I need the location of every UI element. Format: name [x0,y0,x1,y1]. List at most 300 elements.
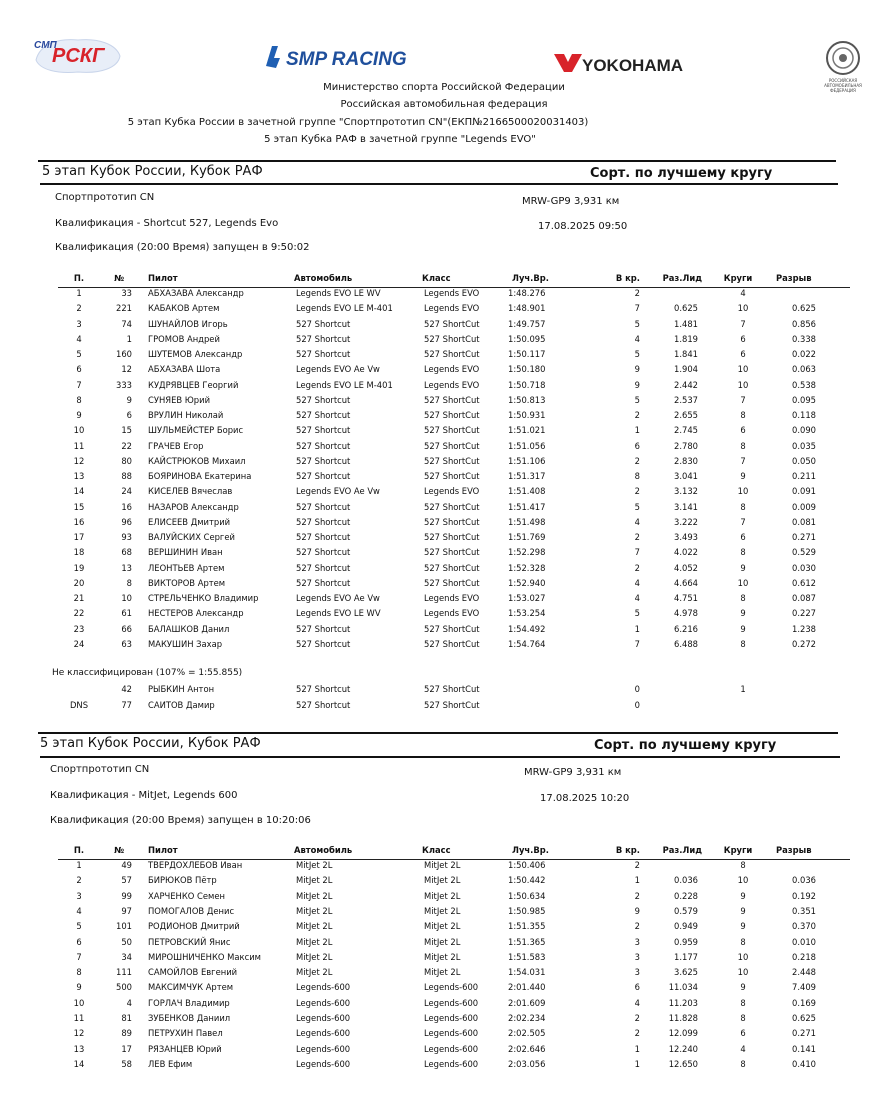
cell-num: 10 [121,593,132,603]
cell-gap: 0.091 [792,486,816,497]
cell-cls: Legends-600 [424,1058,479,1069]
cell-best: 1:50.931 [508,410,546,420]
cell-laps: 8 [740,936,746,947]
cell-car: MitJet 2L [296,890,333,901]
table-row [0,684,888,699]
table-row [0,624,888,639]
rskg-text: РСКГ [52,45,105,67]
cell-laps: 7 [740,516,746,527]
cell-gap-leader: 3.141 [674,501,698,512]
cell-pos: DNS [69,700,89,710]
cell-pos: 15 [73,501,85,512]
table-row [0,578,888,593]
cell-pos: 11 [73,1013,85,1023]
cell-driver: НАЗАРОВ Александр [148,501,239,512]
cell-car: 527 Shortcut [296,425,351,436]
cell-laps: 8 [740,1058,746,1069]
cell-driver: ГРАЧЕВ Егор [148,440,204,451]
cell-gap-leader: 4.022 [674,547,698,558]
cell-laps: 9 [740,982,746,993]
cell-car: 527 Shortcut [296,394,351,405]
cell-car: MitJet 2L [296,905,333,916]
cell-in-lap: 0 [634,684,640,694]
section1-datetime: 17.08.2025 09:50 [538,221,628,232]
cell-num: 81 [121,1013,132,1023]
cell-best: 2:01.609 [508,997,546,1008]
cell-car: MitJet 2L [296,936,333,947]
cell-best: 1:50.180 [508,364,546,375]
section2-category: Спортпрототип CN [50,764,150,775]
cell-cls: Legends EVO [424,608,480,619]
cell-cls: 527 ShortCut [424,700,480,710]
cell-num: 160 [116,349,132,359]
cell-cls: 527 ShortCut [424,501,480,512]
cell-gap-leader: 3.041 [674,471,698,481]
cell-cls: MitJet 2L [424,936,461,947]
cell-laps: 8 [740,593,746,603]
cell-best: 1:50.634 [508,890,546,901]
cell-gap-leader: 1.819 [674,333,698,344]
cell-gap: 0.036 [792,875,816,886]
table-row [0,906,888,921]
cell-cls: Legends-600 [424,1013,479,1023]
cell-gap-leader: 2.442 [674,379,698,390]
cell-num: 77 [121,700,132,710]
cell-in-lap: 7 [634,547,640,558]
cell-car: 527 Shortcut [296,700,351,710]
cell-best: 1:50.442 [508,875,546,886]
cell-num: 66 [121,623,132,634]
cell-pos: 3 [76,890,82,901]
cell-driver: РОДИОНОВ Дмитрий [148,921,240,932]
cell-in-lap: 1 [634,1043,640,1054]
cell-gap-leader: 11.203 [668,997,698,1008]
cell-pos: 10 [73,997,85,1008]
cell-laps: 9 [740,471,746,481]
cell-cls: 527 ShortCut [424,349,480,359]
cell-driver: ЛЕОНТЬЕВ Артем [148,562,225,573]
cell-car: Legends-600 [296,982,351,993]
cell-num: 221 [116,303,132,314]
cell-driver: ТВЕРДОХЛЕБОВ Иван [148,860,243,870]
cell-driver: ГРОМОВ Андрей [148,333,220,344]
cell-laps: 6 [740,1028,746,1039]
smp-racing-logo [262,42,422,72]
cell-best: 1:54.764 [508,638,546,649]
cell-pos: 3 [76,318,82,329]
cell-laps: 9 [740,890,746,901]
cell-driver: САИТОВ Дамир [148,700,215,710]
section2-started: Квалификация (20:00 Время) запущен в 10:20:06 [50,815,311,826]
cell-car: Legends EVO Ae Vw [296,364,380,375]
column-header-best: Луч.Вр. [512,273,549,283]
cell-laps: 6 [740,532,746,542]
cell-driver: ШУЛЬМЕЙСТЕР Борис [148,425,244,436]
cell-gap: 0.625 [792,303,816,314]
cell-in-lap: 5 [634,349,640,359]
cell-laps: 7 [740,455,746,466]
cell-laps: 4 [740,1043,746,1054]
cell-gap: 0.169 [792,997,816,1008]
cell-gap-leader: 2.780 [674,440,698,451]
cell-in-lap: 7 [634,638,640,649]
cell-best: 2:02.505 [508,1028,546,1039]
cell-num: 89 [121,1028,132,1039]
cell-gap: 0.227 [792,608,816,619]
cell-gap: 0.050 [792,455,816,466]
cell-in-lap: 2 [634,532,640,542]
column-header-car: Автомобиль [294,845,353,855]
cell-car: 527 Shortcut [296,638,351,649]
cell-laps: 8 [740,1013,746,1023]
cell-gap-leader: 2.537 [674,394,698,405]
cell-num: 17 [121,1043,132,1054]
cell-driver: БАЛАШКОВ Данил [148,623,230,634]
cell-car: Legends-600 [296,1043,351,1054]
cell-car: Legends EVO LE WV [296,608,381,619]
cell-cls: MitJet 2L [424,905,461,916]
cell-cls: Legends EVO [424,288,480,298]
cell-in-lap: 2 [634,921,640,932]
cell-pos: 9 [76,410,82,420]
cell-in-lap: 6 [634,440,640,451]
cell-cls: 527 ShortCut [424,425,480,436]
cell-num: 74 [121,318,132,329]
cell-driver: ВИКТОРОВ Артем [148,577,226,588]
cell-car: 527 Shortcut [296,349,351,359]
cell-num: 500 [116,982,132,993]
cell-best: 1:51.769 [508,532,546,542]
cell-best: 1:51.417 [508,501,546,512]
smp-text: СМП [34,40,57,51]
cell-gap: 0.338 [792,333,816,344]
cell-best: 1:53.027 [508,593,546,603]
cell-gap-leader: 0.036 [674,875,698,886]
cell-num: 101 [116,921,132,932]
cell-pos: 13 [73,1043,85,1054]
cell-best: 2:02.234 [508,1013,546,1023]
cell-num: 9 [126,394,132,405]
cell-in-lap: 2 [634,890,640,901]
cell-driver: МИРОШНИЧЕНКО Максим [148,951,261,962]
cell-laps: 10 [737,875,749,886]
cell-best: 1:52.940 [508,577,546,588]
cell-pos: 20 [73,577,85,588]
cell-in-lap: 2 [634,288,640,298]
cell-gap: 0.063 [792,364,816,375]
column-header-car: Автомобиль [294,273,353,283]
cell-best: 1:50.095 [508,333,546,344]
table-row [0,608,888,623]
cell-cls: Legends-600 [424,982,479,993]
cell-car: Legends-600 [296,1058,351,1069]
cell-cls: 527 ShortCut [424,440,480,451]
raf-caption: РОССИЙСКАЯ АВТОМОБИЛЬНАЯ ФЕДЕРАЦИЯ [824,78,862,93]
cell-best: 1:50.718 [508,379,546,390]
cell-driver: ГОРЛАЧ Владимир [148,997,230,1008]
section2-top-rule [38,732,838,734]
cell-num: 1 [126,333,132,344]
cell-gap: 0.856 [792,318,816,329]
cell-best: 1:51.365 [508,936,546,947]
table-row [0,998,888,1013]
cell-cls: Legends EVO [424,593,480,603]
cell-num: 34 [121,951,132,962]
cell-num: 12 [121,364,132,375]
cell-num: 58 [121,1058,132,1069]
cell-pos: 2 [76,303,82,314]
cell-pos: 8 [76,967,82,978]
cell-gap: 0.271 [792,1028,816,1039]
cell-gap: 0.095 [792,394,816,405]
cell-gap: 0.271 [792,532,816,542]
cell-gap-leader: 3.222 [674,516,698,527]
cell-car: MitJet 2L [296,951,333,962]
cell-gap-leader: 4.664 [674,577,698,588]
cell-in-lap: 2 [634,1013,640,1023]
cell-best: 2:03.056 [508,1058,546,1069]
cell-pos: 10 [73,425,85,436]
column-header-in-lap: В кр. [615,845,640,855]
cell-driver: САМОЙЛОВ Евгений [148,967,238,978]
cell-gap-leader: 0.959 [674,936,698,947]
cell-car: 527 Shortcut [296,547,351,558]
cell-car: 527 Shortcut [296,562,351,573]
table-row [0,982,888,997]
cell-pos: 14 [73,486,85,497]
column-header-best: Луч.Вр. [512,845,549,855]
cell-best: 1:52.298 [508,547,546,558]
cell-in-lap: 3 [634,967,640,978]
cell-in-lap: 2 [634,860,640,870]
cell-gap-leader: 4.052 [674,562,698,573]
cell-best: 1:49.757 [508,318,546,329]
cell-laps: 9 [740,608,746,619]
table-row [0,967,888,982]
cell-driver: ЕЛИСЕЕВ Дмитрий [148,516,231,527]
cell-laps: 10 [737,951,749,962]
cell-pos: 12 [73,455,85,466]
cell-in-lap: 1 [634,1058,640,1069]
cell-best: 1:51.106 [508,455,546,466]
cell-laps: 8 [740,440,746,451]
cell-laps: 9 [740,623,746,634]
cell-car: 527 Shortcut [296,410,351,420]
cell-car: MitJet 2L [296,921,333,932]
cell-pos: 14 [73,1058,85,1069]
column-header-class: Класс [422,845,451,855]
cell-car: 527 Shortcut [296,623,351,634]
section2-title: 5 этап Кубок России, Кубок РАФ [40,736,261,751]
cell-pos: 6 [76,364,82,375]
cell-laps: 8 [740,997,746,1008]
cell-num: 68 [121,547,132,558]
cell-gap-leader: 11.034 [668,982,698,993]
cell-num: 88 [121,471,132,481]
cell-cls: 527 ShortCut [424,562,480,573]
cell-num: 16 [121,501,132,512]
cell-laps: 7 [740,318,746,329]
cell-car: Legends-600 [296,1013,351,1023]
cell-best: 2:01.440 [508,982,546,993]
section1-bottom-rule [40,183,838,185]
cell-gap-leader: 3.132 [674,486,698,497]
cell-car: Legends-600 [296,997,351,1008]
column-header-num: № [114,273,125,283]
cell-num: 111 [116,967,132,978]
section2-sort: Сорт. по лучшему кругу [594,738,777,753]
cell-num: 49 [121,860,132,870]
table-row [0,303,888,318]
cell-in-lap: 5 [634,394,640,405]
cell-cls: 527 ShortCut [424,684,480,694]
cell-pos: 24 [73,638,85,649]
cell-gap-leader: 1.481 [674,318,698,329]
cell-gap: 0.192 [792,890,816,901]
cell-gap-leader: 0.625 [674,303,698,314]
column-header-class: Класс [422,273,451,283]
cell-num: 24 [121,486,132,497]
cell-pos: 7 [76,379,82,390]
cell-best: 2:02.646 [508,1043,546,1054]
cell-best: 1:51.021 [508,425,546,436]
cell-laps: 8 [740,638,746,649]
cell-gap-leader: 2.830 [674,455,698,466]
cell-cls: Legends-600 [424,1043,479,1054]
table-row [0,1044,888,1059]
cell-car: 527 Shortcut [296,471,351,481]
cell-cls: MitJet 2L [424,921,461,932]
table-row [0,441,888,456]
cell-best: 1:51.498 [508,516,546,527]
stage-cup-russia-line: 5 этап Кубка России в зачетной группе "Спортпрототип CN"(ЕКП№2166500020031403) [127,117,589,128]
cell-driver: АБХАЗАВА Шота [148,364,221,375]
cell-laps: 10 [737,577,749,588]
section1-column-header [0,273,888,288]
cell-num: 15 [121,425,132,436]
cell-in-lap: 2 [634,410,640,420]
cell-car: 527 Shortcut [296,440,351,451]
table-row [0,700,888,715]
cell-laps: 4 [740,288,746,298]
table-row [0,921,888,936]
cell-gap-leader: 0.228 [674,890,698,901]
cell-pos: 22 [73,608,85,619]
cell-num: 96 [121,516,132,527]
cell-num: 61 [121,608,132,619]
table-row [0,349,888,364]
table-row [0,1028,888,1043]
cell-pos: 19 [73,562,85,573]
cell-pos: 1 [76,860,82,870]
section2-track: MRW-GP9 3,931 км [524,767,622,778]
cell-in-lap: 0 [634,700,640,710]
cell-in-lap: 5 [634,318,640,329]
cell-num: 333 [116,379,132,390]
cell-cls: 527 ShortCut [424,547,480,558]
cell-gap-leader: 0.949 [674,921,698,932]
cell-car: 527 Shortcut [296,318,351,329]
cell-gap: 0.118 [792,410,816,420]
cell-cls: 527 ShortCut [424,516,480,527]
section1-top-rule [38,160,836,162]
cell-cls: MitJet 2L [424,951,461,962]
cell-best: 1:48.276 [508,288,546,298]
cell-gap-leader: 4.751 [674,593,698,603]
cell-laps: 10 [737,486,749,497]
cell-cls: 527 ShortCut [424,455,480,466]
yokohama-logo [552,50,692,76]
cell-in-lap: 4 [634,593,640,603]
cell-cls: 527 ShortCut [424,333,480,344]
cell-cls: Legends-600 [424,997,479,1008]
cell-cls: Legends EVO [424,364,480,375]
table-row [0,380,888,395]
ministry-line: Министерство спорта Российской Федерации [323,82,565,93]
cell-laps: 6 [740,425,746,436]
cell-gap-leader: 12.650 [668,1058,698,1069]
cell-gap: 1.238 [792,623,816,634]
table-row [0,364,888,379]
table-row [0,288,888,303]
cell-gap: 0.538 [792,379,816,390]
cell-driver: МАКУШИН Захар [148,638,223,649]
section1-sort: Сорт. по лучшему кругу [590,166,773,181]
cell-in-lap: 4 [634,577,640,588]
cell-driver: ШУТЕМОВ Александр [148,349,243,359]
section2-column-header [0,845,888,860]
cell-best: 1:51.583 [508,951,546,962]
column-header-laps: Круги [723,845,753,855]
cell-in-lap: 2 [634,455,640,466]
cell-best: 1:52.328 [508,562,546,573]
table-row [0,471,888,486]
cell-car: 527 Shortcut [296,516,351,527]
cell-num: 4 [126,997,132,1008]
section1-started: Квалификация (20:00 Время) запущен в 9:50:02 [55,242,310,253]
cell-in-lap: 2 [634,486,640,497]
table-row [0,410,888,425]
cell-driver: КАБАКОВ Артем [148,303,220,314]
cell-cls: 527 ShortCut [424,318,480,329]
yokohama-text: YOKOHAMA [582,56,684,75]
column-header-in-lap: В кр. [615,273,640,283]
cell-num: 93 [121,532,132,542]
cell-driver: РЯЗАНЦЕВ Юрий [148,1043,222,1054]
cell-gap-leader: 6.216 [674,623,698,634]
cell-pos: 1 [76,288,82,298]
cell-best: 1:53.254 [508,608,546,619]
table-row [0,937,888,952]
cell-in-lap: 9 [634,379,640,390]
cell-gap-leader: 1.177 [674,951,698,962]
cell-car: Legends EVO LE M-401 [296,379,393,390]
cell-cls: Legends EVO [424,379,480,390]
cell-pos: 9 [76,982,82,993]
section1-title: 5 этап Кубок России, Кубок РАФ [42,164,263,179]
cell-driver: ЛЕВ Ефим [148,1058,193,1069]
cell-best: 1:51.355 [508,921,546,932]
cell-best: 1:54.031 [508,967,546,978]
cell-num: 22 [121,440,132,451]
cell-gap: 0.625 [792,1013,816,1023]
column-header-pos: П. [73,273,85,283]
cell-laps: 9 [740,562,746,573]
cell-driver: ВАЛУЙСКИХ Сергей [148,532,235,542]
cell-gap-leader: 3.625 [674,967,698,978]
cell-cls: 527 ShortCut [424,577,480,588]
cell-laps: 8 [740,501,746,512]
